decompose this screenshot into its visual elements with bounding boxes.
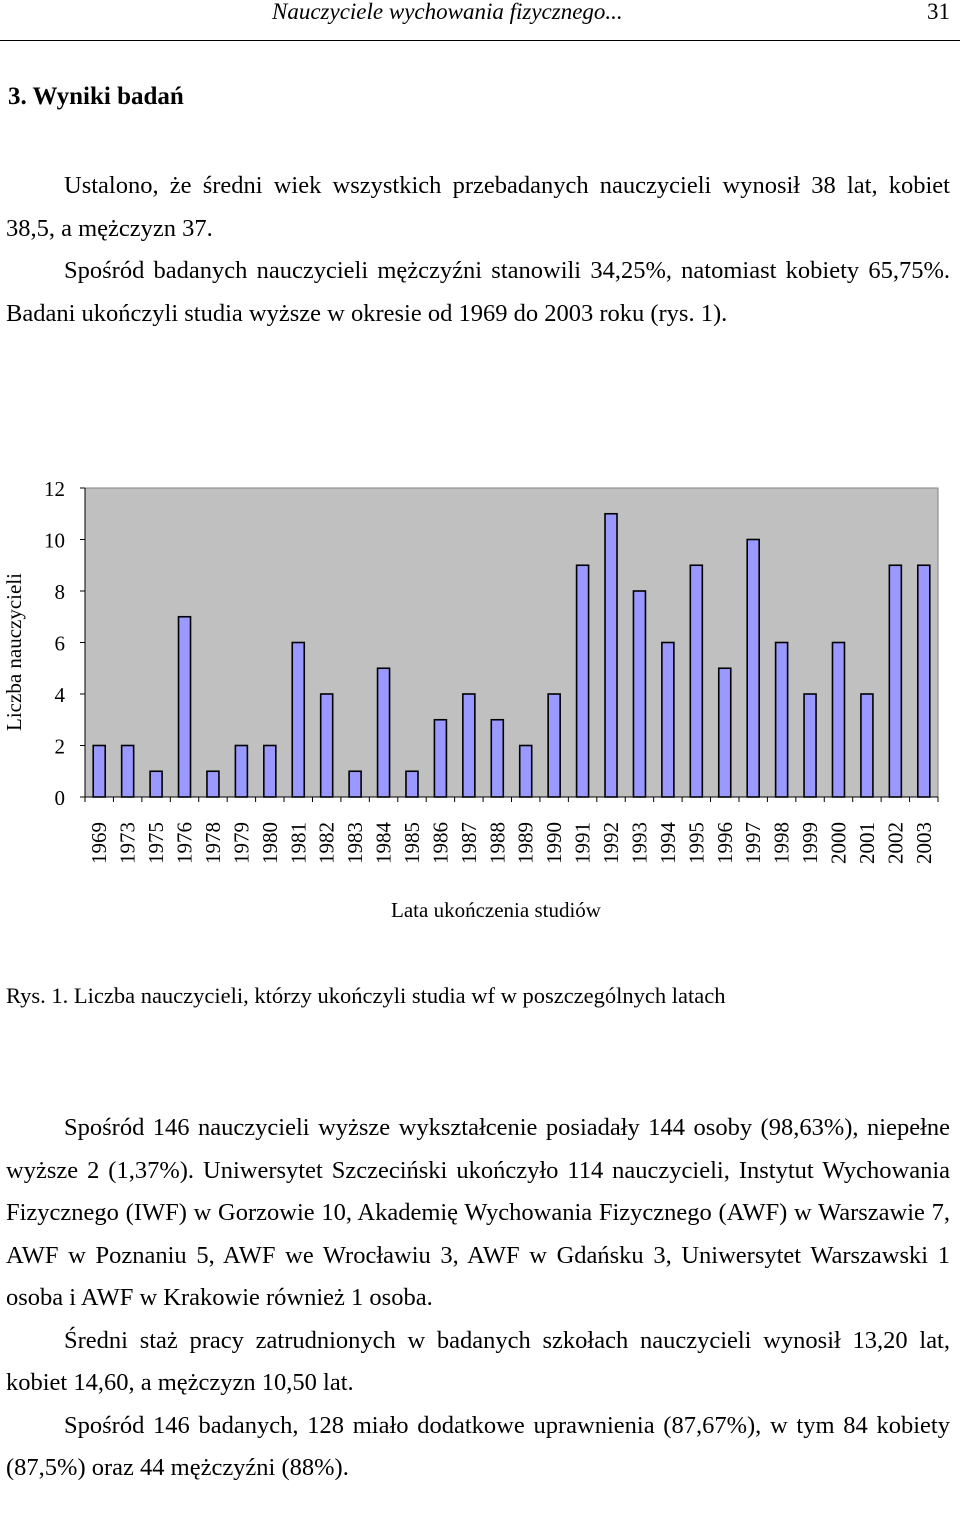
x-tick-label: 1989 (513, 822, 538, 864)
bar-1994 (662, 643, 674, 798)
x-tick-label: 2001 (854, 822, 879, 864)
x-tick-label: 1975 (144, 822, 169, 864)
figure-caption: Rys. 1. Liczba nauczycieli, którzy ukończyli studia wf w poszczególnych latach (6, 983, 726, 1008)
y-tick-label: 12 (44, 477, 65, 501)
x-tick-label: 2000 (826, 822, 851, 864)
bar-1978 (207, 771, 219, 797)
bar-1979 (235, 746, 247, 798)
x-tick-label: 1991 (570, 822, 595, 864)
y-tick-label: 8 (54, 580, 65, 604)
x-tick-label: 1997 (741, 822, 766, 864)
x-tick-label: 1983 (343, 822, 368, 864)
y-tick-label: 4 (54, 683, 65, 707)
bar-1998 (776, 643, 788, 798)
bar-1993 (633, 591, 645, 797)
bar-1992 (605, 514, 617, 797)
x-tick-label: 1996 (712, 822, 737, 864)
intro-paragraph: Ustalono, że średni wiek wszystkich przebadanych nauczycieli wynosił 38 lat, kobiet 38,5, a mężczyzn 37. (6, 172, 950, 242)
bar-1991 (577, 565, 589, 797)
page-header (0, 0, 960, 41)
x-tick-label: 1978 (200, 822, 225, 864)
x-tick-label: 1984 (371, 822, 396, 864)
bar-1990 (548, 694, 560, 797)
bar-1969 (93, 746, 105, 798)
x-tick-label: 1973 (115, 822, 140, 864)
bar-2000 (832, 643, 844, 798)
y-tick-label: 10 (44, 528, 65, 553)
bar-1983 (349, 771, 361, 797)
bar-1989 (520, 746, 532, 798)
page-number: 31 (927, 0, 950, 24)
x-tick-label: 1981 (286, 822, 311, 864)
bar-2003 (918, 565, 930, 797)
body-text (6, 1107, 950, 1490)
bar-1982 (321, 694, 333, 797)
x-tick-label: 1995 (684, 822, 709, 864)
x-tick-label: 1994 (655, 822, 680, 864)
bar-1984 (378, 668, 390, 797)
body-paragraph: Średni staż pracy zatrudnionych w badanych szkołach nauczycieli wynosił 13,20 lat, kobiet 14,60, a mężczyzn 10,50 lat. (6, 1326, 950, 1396)
x-tick-label: 2002 (883, 822, 908, 864)
x-tick-label: 1976 (172, 822, 197, 864)
bar-1973 (122, 746, 134, 798)
x-tick-label: 1988 (485, 822, 510, 864)
y-axis-label: Liczba nauczycieli (2, 573, 26, 731)
bar-1997 (747, 540, 759, 798)
body-paragraph: Spośród 146 nauczycieli wyższe wykształcenie posiadały 144 osoby (98,63%), niepełne wyższe 2 (1,37%). Uniwersytet Szczeciński ukończyło 114 nauczycieli, Instytut Wychowania Fizycznego (IWF) w Gorzowie 10, Akademię Wychowania Fizycznego (AWF) w Warszawie 7, AWF w Poznaniu 5, AWF we Wrocławiu 3, AWF w Gdańsku 3, Uniwersytet Warszawski 1 osoba i AWF w Krakowie również 1 osoba. (6, 1114, 950, 1311)
bar-1988 (491, 720, 503, 797)
x-tick-label: 1985 (399, 822, 424, 864)
x-tick-label: 1993 (627, 822, 652, 864)
y-axis (44, 477, 85, 810)
x-tick-label: 1979 (229, 822, 254, 864)
bar-2002 (889, 565, 901, 797)
x-tick-label: 1987 (456, 822, 481, 864)
x-tick-label: 2003 (911, 822, 936, 864)
body-paragraph: Spośród 146 badanych, 128 miało dodatkowe uprawnienia (87,67%), w tym 84 kobiety (87,5%) oraz 44 mężczyźni (88%). (6, 1411, 950, 1481)
bar-1981 (292, 643, 304, 798)
bar-1980 (264, 746, 276, 798)
x-tick-label: 1992 (599, 822, 624, 864)
intro-paragraph: Spośród badanych nauczycieli mężczyźni stanowili 34,25%, natomiast kobiety 65,75%. Badani ukończyli studia wyższe w okresie od 1969 do 2003 roku (rys. 1). (6, 257, 950, 327)
x-tick-label: 1998 (769, 822, 794, 864)
bar-1995 (690, 565, 702, 797)
x-axis-label: Lata ukończenia studiów (391, 898, 601, 922)
y-tick-label: 6 (54, 631, 65, 656)
x-tick-label: 1990 (542, 822, 567, 864)
bar-1975 (150, 771, 162, 797)
x-axis (85, 797, 938, 864)
bar-1976 (179, 617, 191, 797)
section-heading: 3. Wyniki badań (8, 83, 184, 110)
bar-chart (0, 470, 960, 940)
bar-1987 (463, 694, 475, 797)
x-tick-label: 1969 (87, 822, 112, 864)
running-title: Nauczyciele wychowania fizycznego... (272, 0, 623, 24)
x-tick-label: 1982 (314, 822, 339, 864)
bar-1999 (804, 694, 816, 797)
intro-text (6, 165, 950, 335)
bar-1985 (406, 771, 418, 797)
x-tick-label: 1999 (798, 822, 823, 864)
x-tick-label: 1980 (257, 822, 282, 864)
bar-1996 (719, 668, 731, 797)
y-tick-label: 0 (54, 786, 65, 810)
y-tick-label: 2 (54, 734, 65, 759)
x-tick-label: 1986 (428, 822, 453, 864)
bar-1986 (434, 720, 446, 797)
bar-2001 (861, 694, 873, 797)
